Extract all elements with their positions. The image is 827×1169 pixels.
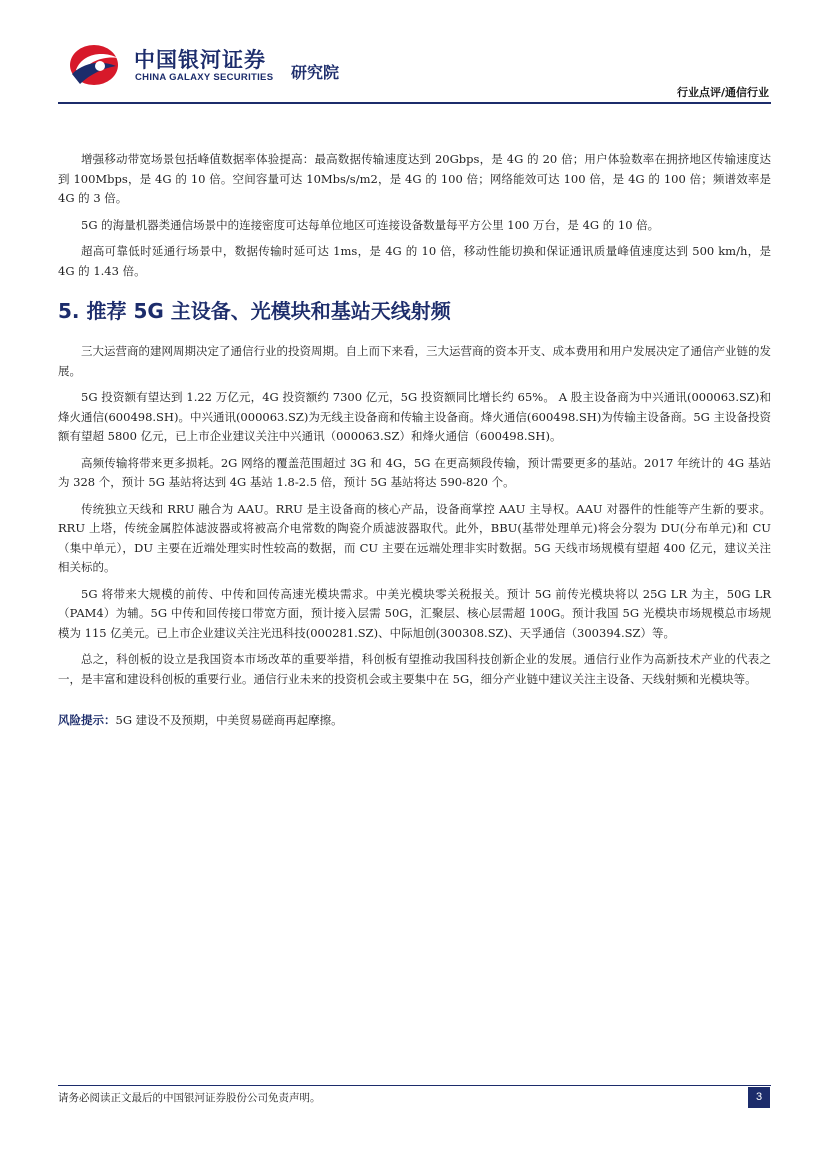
paragraph: 总之，科创板的设立是我国资本市场改革的重要举措，科创板有望推动我国科技创新企业的发展。通信行业作为高新技术产业的代表之一，是丰富和建设科创板的重要行业。通信行业未来的投资机会或主要集中在 5G，细分产业链中建议关注主设备、天线射频和光模块等。	[58, 652, 771, 686]
paragraph: 三大运营商的建网周期决定了通信行业的投资周期。自上而下来看，三大运营商的资本开支、成本费用和用户发展决定了通信产业链的发展。	[58, 344, 771, 378]
risk-label: 风险提示：	[58, 713, 116, 727]
footer-divider	[58, 1085, 771, 1086]
page-header	[0, 0, 827, 105]
brand-name-en: CHINA GALAXY SECURITIES	[135, 72, 274, 83]
section-title: 5. 推荐 5G 主设备、光模块和基站天线射频	[58, 299, 451, 323]
paragraph: 高频传输将带来更多损耗。2G 网络的覆盖范围超过 3G 和 4G，5G 在更高频段传输，预计需要更多的基站。2017 年统计的 4G 基站为 328 个，预计 5G 基站将达到 4G 基站 1.8-2.5 倍，预计 5G 基站将达 590-820 个。	[58, 455, 771, 489]
disclaimer-note: 请务必阅读正文最后的中国银河证券股份公司免责声明。	[58, 1092, 321, 1104]
paragraph: 5G 将带来大规模的前传、中传和回传高速光模块需求。中美光模块零关税报关。预计 5G 前传光模块将以 25G LR 为主，50G LR（PAM4）为辅。5G 中传和回传接口带宽方面，预计接入层需 50G，汇聚层、核心层需超 100G。预计我国 5G 光模块市场规模总市场规模为 115 亿美元。已上市企业建议关注光迅科技(000281.SZ)、中际旭创(300308.SZ)、天孚通信（300394.SZ）等。	[58, 586, 771, 640]
paragraph: 增强移动带宽场景包括峰值数据率体验提高：最高数据传输速度达到 20Gbps，是 4G 的 20 倍；用户体验数率在拥挤地区传输速度达到 100Mbps，是 4G 的 10 倍。空间容量可达 10Mbs/s/m2，是 4G 的 100 倍；网络能效可达 100 倍，是 4G 的 100 倍；频谱效率是 4G 的 3 倍。	[58, 152, 771, 205]
brand-name-cn: 中国银河证券	[134, 48, 266, 72]
page-number: 3	[748, 1087, 770, 1108]
paragraph: 5G 投资额有望达到 1.22 万亿元，4G 投资额约 7300 亿元，5G 投资额同比增长约 65%。 A 股主设备商为中兴通讯(000063.SZ)和烽火通信(600498.SH)。中兴通讯(000063.SZ)为无线主设备商和传输主设备商。烽火通信(600498.SH)为传输主设备商。5G 主设备投资额有望超 5800 亿元，已上市企业建议关注中兴通讯（000063.SZ）和烽火通信（600498.SH)。	[58, 390, 771, 443]
risk-warning	[58, 711, 771, 731]
report-body	[58, 150, 771, 731]
paragraph: 5G 的海量机器类通信场景中的连接密度可达每单位地区可连接设备数量每平方公里 100 万台，是 4G 的 10 倍。	[81, 217, 660, 232]
galaxy-logo-icon	[68, 40, 124, 88]
header-divider	[58, 102, 771, 104]
paragraph: 传统独立天线和 RRU 融合为 AAU。RRU 是主设备商的核心产品，设备商掌控 AAU 主导权。AAU 对器件的性能等产生新的要求。RRU 上塔，传统金属腔体滤波器或将被高介电常数的陶瓷介质滤波器取代。此外，BBU(基带处理单元)将会分裂为 DU(分布单元)和 CU（集中单元），DU 主要在近端处理实时性较高的数据，而 CU 主要在远端处理非实时数据。5G 天线市场规模有望超 400 亿元，建议关注相关标的。	[58, 501, 771, 574]
paragraph: 超高可靠低时延通行场景中，数据传输时延可达 1ms，是 4G 的 10 倍，移动性能切换和保证通讯质量峰值速度达到 500 km/h，是 4G 的 1.43 倍。	[58, 244, 771, 278]
risk-text: 5G 建设不及预期，中美贸易磋商再起摩擦。	[115, 713, 343, 727]
brand-institute: 研究院	[291, 63, 340, 82]
report-category: 行业点评/通信行业	[676, 86, 769, 99]
